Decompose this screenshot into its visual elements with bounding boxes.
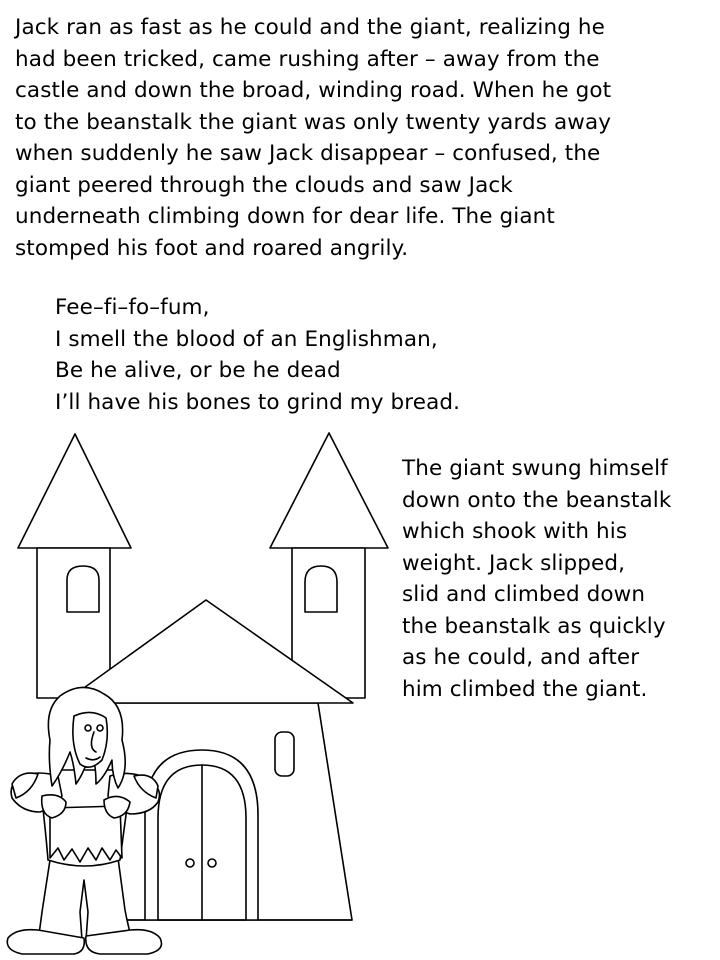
giant-legs [38,858,132,940]
right-tower-roof [270,433,388,548]
side-line: down onto the beanstalk [402,487,672,513]
side-line: which shook with his [402,519,628,544]
verse-line: I smell the blood of an Englishman, [55,326,438,352]
side-line: as he could, and after [402,645,640,670]
verse-line: Fee–fi–fo–fum, [55,295,210,320]
right-tower-window [305,566,337,612]
side-line: weight. Jack slipped, [402,550,626,576]
paragraph-line: had been tricked, came rushing after – away from the [15,46,600,72]
paragraph-line: to the beanstalk the giant was only twenty yards away [15,109,612,135]
giant-eye [85,725,91,731]
paragraph-line: Jack ran as fast as he could and the giant, realizing he [15,15,605,40]
side-line: slid and climbed down [402,582,646,607]
paragraph-line: giant peered through the clouds and saw Jack [15,172,513,198]
left-tower-window [67,566,99,612]
side-line: The giant swung himself [402,456,668,481]
story-paragraph [15,12,715,264]
paragraph-line: when suddenly he saw Jack disappear – confused, the [15,141,601,166]
castle-giant-illustration [0,420,400,960]
door-knob [186,859,194,867]
giant-eye [97,725,103,731]
side-line: him climbed the giant. [402,676,648,702]
main-window [275,732,294,776]
paragraph-line: castle and down the broad, winding road. When he got [15,78,612,103]
door-knob [208,859,216,867]
side-line: the beanstalk as quickly [402,613,666,639]
giant-verse [55,292,460,418]
verse-line: I’ll have his bones to grind my bread. [55,389,461,415]
left-tower-roof [18,434,131,548]
paragraph-line: underneath climbing down for dear life. The giant [15,204,555,229]
side-paragraph [402,453,671,705]
paragraph-line: stomped his foot and roared angrily. [15,235,409,261]
verse-line: Be he alive, or be he dead [55,358,341,383]
